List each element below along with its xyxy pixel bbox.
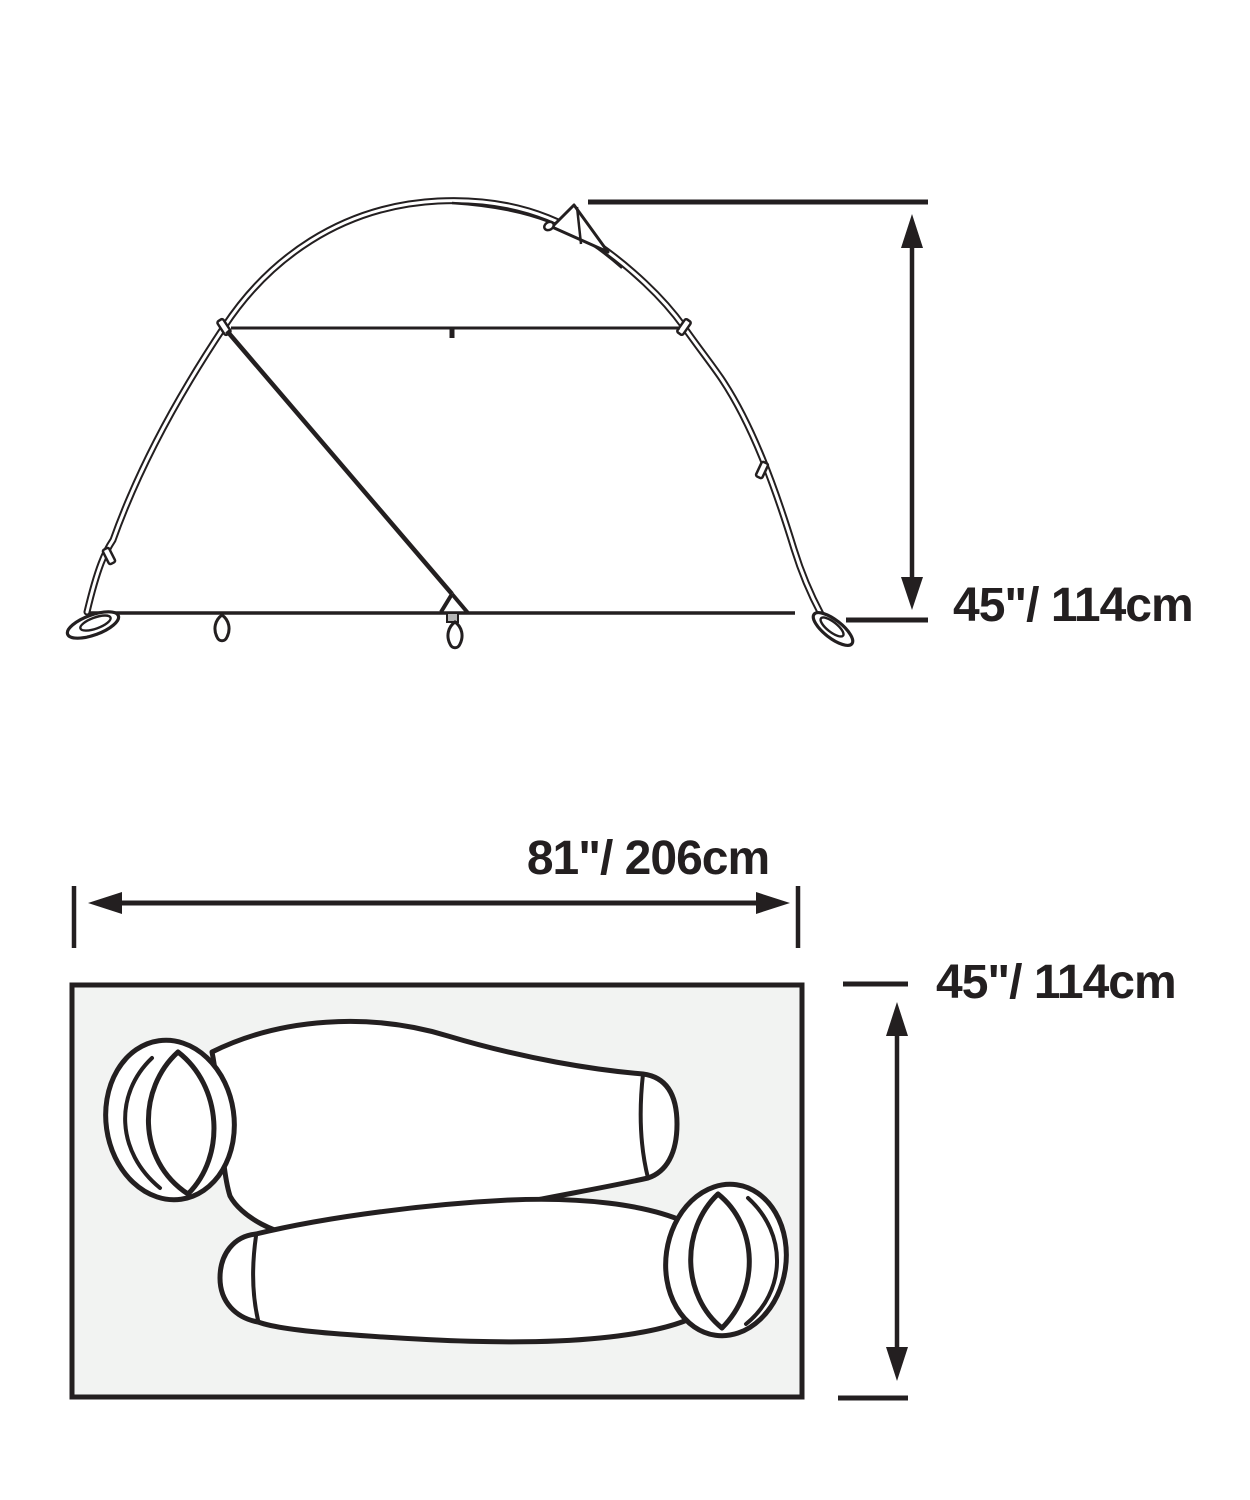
width-dimension: [838, 956, 1176, 1398]
tent-pole-arch: [87, 201, 821, 614]
stake-left: [215, 615, 229, 641]
pole-outline: [87, 201, 821, 614]
length-arrowhead-right-icon: [756, 892, 790, 914]
vent-tab-toggle: [543, 220, 555, 232]
peak-vent-tab: [543, 205, 608, 252]
floor-length-label: 81"/ 206cm: [526, 832, 770, 885]
tent-floor-plan: [72, 832, 1176, 1398]
tent-stakes: [215, 615, 462, 648]
stake-head: [447, 613, 458, 622]
height-dimension: [588, 202, 1193, 632]
height-arrowhead-up-icon: [901, 214, 923, 248]
width-arrowhead-up-icon: [886, 1002, 908, 1036]
guy-line-main: [227, 331, 452, 594]
guy-line-leg-right: [452, 594, 468, 613]
guy-line: [227, 331, 468, 622]
floor-width-label: 45"/ 114cm: [936, 956, 1176, 1009]
height-arrowhead-down-icon: [901, 577, 923, 610]
width-arrowhead-down-icon: [886, 1347, 908, 1381]
guy-line-leg-left: [441, 594, 452, 612]
stakeout-loop-right: [809, 607, 858, 651]
length-dimension: [74, 832, 798, 948]
tent-side-view: [64, 201, 1192, 651]
stake-middle: [448, 622, 462, 648]
pole-core: [87, 201, 821, 614]
side-height-label: 45"/ 114cm: [953, 579, 1193, 632]
loop-outer: [809, 607, 858, 651]
length-arrowhead-left-icon: [88, 892, 122, 914]
